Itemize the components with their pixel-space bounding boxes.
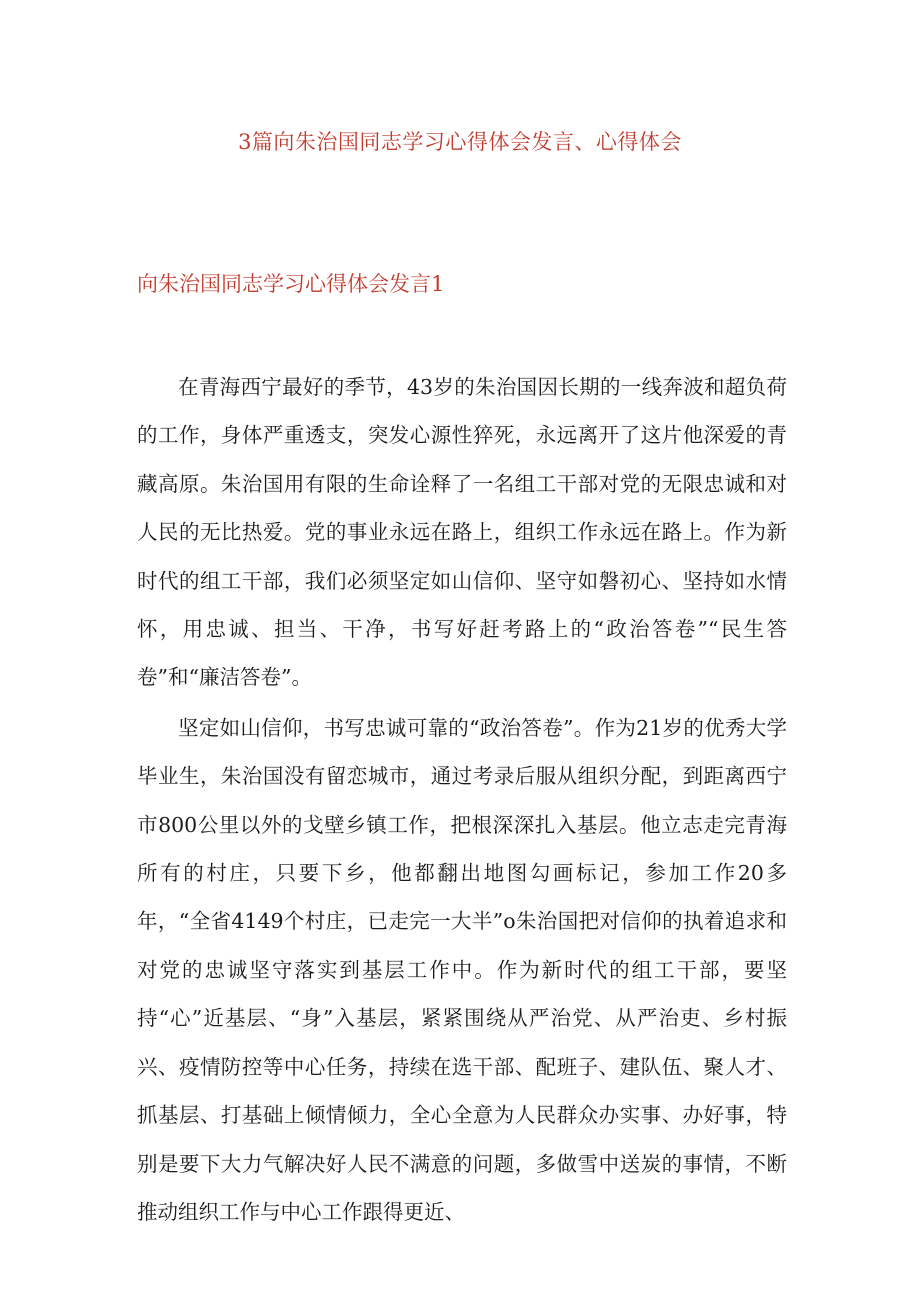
- body-text: [137, 363, 787, 1238]
- section-heading: 向朱治国同志学习心得体会发言1: [137, 272, 445, 296]
- document-title: 3篇向朱治国同志学习心得体会发言、心得体会: [238, 130, 682, 154]
- paragraph-1: 在青海西宁最好的季节，43岁的朱治国因长期的一线奔波和超负荷的工作，身体严重透支，突发心源性猝死，永远离开了这片他深爱的青藏高原。朱治国用有限的生命诠释了一名组工干部对党的无限忠诚和对人民的无比热爱。党的事业永远在路上，组织工作永远在路上。作为新时代的组工干部，我们必须坚定如山信仰、坚守如磐初心、坚持如水情怀，用忠诚、担当、干净，书写好赶考路上的“政治答卷”“民生答卷”和“廉洁答卷”。: [137, 375, 787, 690]
- paragraph-2: 坚定如山信仰，书写忠诚可靠的“政治答卷”。作为21岁的优秀大学毕业生，朱治国没有留恋城市，通过考录后服从组织分配，到距离西宁市800公里以外的戈壁乡镇工作，把根深深扎入基层。他立志走完青海所有的村庄，只要下乡，他都翻出地图勾画标记，参加工作20多年，“全省4149个村庄，已走完一大半”o朱治国把对信仰的执着追求和对党的忠诚坚守落实到基层工作中。作为新时代的组工干部，要坚持“心”近基层、“身”入基层，紧紧围绕从严治党、从严治吏、乡村振兴、疫情防控等中心任务，持续在选干部、配班子、建队伍、聚人才、抓基层、打基础上倾情倾力，全心全意为人民群众办实事、办好事，特别是要下大力气解决好人民不满意的问题，多做雪中送炭的事情，不断推动组织工作与中心工作跟得更近、: [137, 715, 787, 1224]
